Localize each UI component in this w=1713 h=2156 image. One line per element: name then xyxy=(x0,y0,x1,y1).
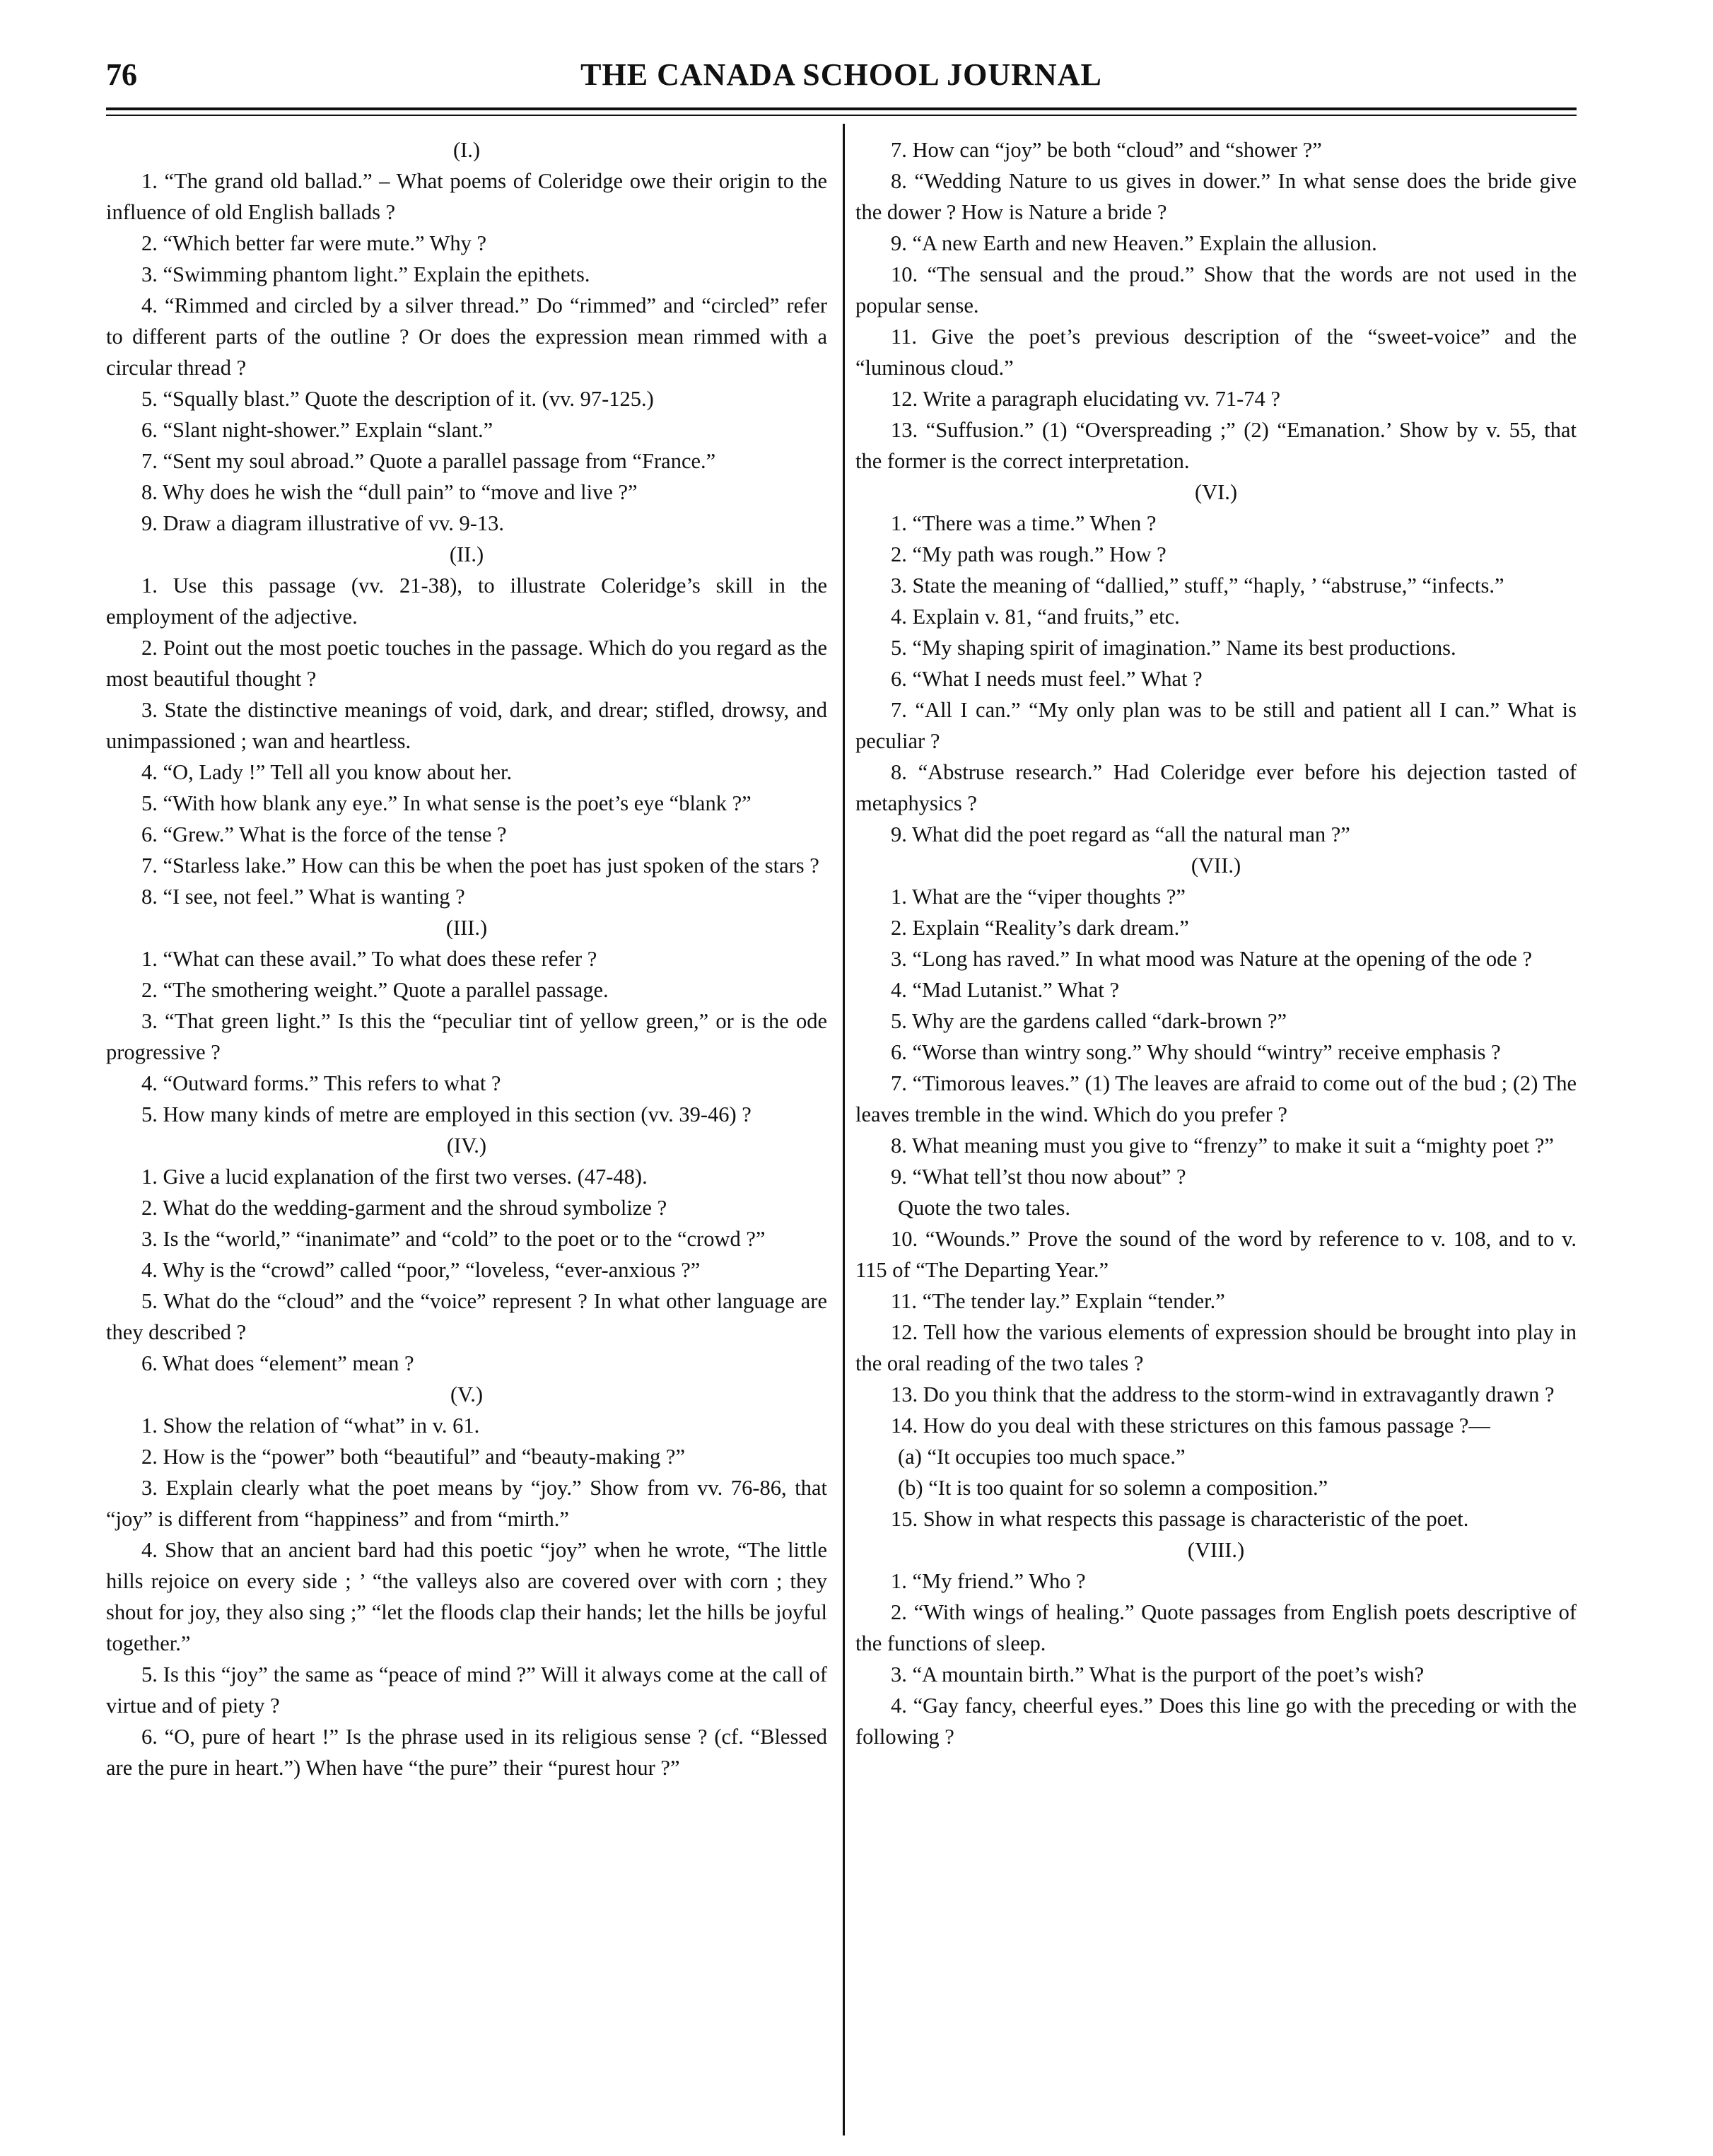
question: 9. “What tell’st thou now about” ? xyxy=(891,1165,1186,1189)
question: 5. How many kinds of metre are employed in this section (vv. 39-46) ? xyxy=(141,1102,752,1126)
question: 4. “Gay fancy, cheerful eyes.” Does this line go with the preceding or with the following ? xyxy=(855,1694,1577,1749)
question: 2. “My path was rough.” How ? xyxy=(891,542,1167,566)
section-heading: (V.) xyxy=(450,1382,484,1406)
question: 3. State the distinctive meanings of void, dark, and drear; stifled, drowsy, and unimpassioned ; wan and heartless. xyxy=(106,698,827,753)
question-subitem: (a) “It occupies too much space.” xyxy=(898,1445,1186,1469)
section-heading: (VII.) xyxy=(1191,853,1241,878)
question: 5. Is this “joy” the same as “peace of mind ?” Will it always come at the call of virtue and of piety ? xyxy=(106,1662,827,1718)
question: 3. State the meaning of “dallied,” stuff,” “haply, ’ “abstruse,” “infects.” xyxy=(891,573,1504,598)
question: 3. Explain clearly what the poet means by “joy.” Show from vv. 76-86, that “joy” is different from “happiness” and from “mirth.” xyxy=(106,1476,827,1531)
question: 6. “Slant night-shower.” Explain “slant.” xyxy=(141,418,493,442)
section-heading: (IV.) xyxy=(446,1134,487,1158)
page-number: 76 xyxy=(106,57,137,92)
question: 7. “All I can.” “My only plan was to be still and patient all I can.” What is peculiar ? xyxy=(855,698,1577,753)
question: 2. “Which better far were mute.” Why ? xyxy=(141,231,487,255)
question: 15. Show in what respects this passage is characteristic of the poet. xyxy=(891,1507,1469,1531)
page-header xyxy=(106,57,1577,99)
question: 2. What do the wedding-garment and the shroud symbolize ? xyxy=(141,1196,667,1220)
header-rule xyxy=(106,107,1577,110)
question: 8. What meaning must you give to “frenzy” to make it suit a “mighty poet ?” xyxy=(891,1134,1554,1158)
question: 1. “What can these avail.” To what does these refer ? xyxy=(141,947,597,971)
question: 3. “Long has raved.” In what mood was Nature at the opening of the ode ? xyxy=(891,947,1533,971)
question: 1. “There was a time.” When ? xyxy=(891,511,1157,535)
section-heading: (II.) xyxy=(449,542,484,566)
question: 12. Write a paragraph elucidating vv. 71-74 ? xyxy=(891,387,1280,411)
question-continuation: Quote the two tales. xyxy=(898,1196,1070,1220)
section-heading: (III.) xyxy=(445,916,488,940)
question: 14. How do you deal with these strictures on this famous passage ?— xyxy=(891,1414,1490,1438)
question: 7. “Sent my soul abroad.” Quote a parallel passage from “France.” xyxy=(141,449,716,473)
question: 5. “With how blank any eye.” In what sense is the poet’s eye “blank ?” xyxy=(141,791,752,815)
question: 4. Why is the “crowd” called “poor,” “loveless, “ever-anxious ?” xyxy=(141,1258,701,1282)
question: 5. Why are the gardens called “dark-brown ?” xyxy=(891,1009,1287,1033)
question: 11. “The tender lay.” Explain “tender.” xyxy=(891,1289,1225,1313)
header-rule-thin xyxy=(106,115,1577,116)
question: 8. “Abstruse research.” Had Coleridge ever before his dejection tasted of metaphysics ? xyxy=(855,760,1577,815)
question: 4. Show that an ancient bard had this poetic “joy” when he wrote, “The little hills rejoice on every side ; ’ “the valleys also are covered over with corn ; they shout for joy, they also sing ;” “let the floods clap their hands; let the hills be joyful together.” xyxy=(106,1538,827,1655)
question: 6. What does “element” mean ? xyxy=(141,1351,414,1375)
question: 13. Do you think that the address to the storm-wind in extravagantly drawn ? xyxy=(891,1382,1555,1406)
question: 5. What do the “cloud” and the “voice” represent ? In what other language are they described ? xyxy=(106,1289,827,1344)
question: 10. “The sensual and the proud.” Show that the words are not used in the popular sense. xyxy=(855,262,1577,317)
question: 4. “Outward forms.” This refers to what ? xyxy=(141,1071,501,1095)
question: 1. “My friend.” Who ? xyxy=(891,1569,1086,1593)
question: 6. “Worse than wintry song.” Why should “wintry” receive emphasis ? xyxy=(891,1040,1501,1064)
section-heading: (VI.) xyxy=(1194,480,1238,504)
question: 7. “Timorous leaves.” (1) The leaves are afraid to come out of the bud ; (2) The leaves tremble in the wind. Which do you prefer ? xyxy=(855,1071,1577,1126)
question: 3. “Swimming phantom light.” Explain the epithets. xyxy=(141,262,590,286)
question: 2. How is the “power” both “beautiful” and “beauty-making ?” xyxy=(141,1445,685,1469)
question: 8. Why does he wish the “dull pain” to “move and live ?” xyxy=(141,480,638,504)
section-heading: (VIII.) xyxy=(1187,1538,1245,1562)
column-divider xyxy=(843,124,845,2135)
question: 1. “The grand old ballad.” – What poems of Coleridge owe their origin to the influence of old English ballads ? xyxy=(106,169,827,224)
question: 7. How can “joy” be both “cloud” and “shower ?” xyxy=(891,138,1322,162)
question: 7. “Starless lake.” How can this be when the poet has just spoken of the stars ? xyxy=(141,853,819,878)
question: 13. “Suffusion.” (1) “Overspreading ;” (2) “Emanation.’ Show by v. 55, that the former is the correct interpretation. xyxy=(855,418,1577,473)
question: 9. What did the poet regard as “all the natural man ?” xyxy=(891,822,1350,846)
question: 3. “A mountain birth.” What is the purport of the poet’s wish? xyxy=(891,1662,1425,1686)
question: 6. “What I needs must feel.” What ? xyxy=(891,667,1203,691)
question: 4. “O, Lady !” Tell all you know about her. xyxy=(141,760,513,784)
question: 2. Point out the most poetic touches in the passage. Which do you regard as the most beautiful thought ? xyxy=(106,636,827,691)
question: 9. Draw a diagram illustrative of vv. 9-13. xyxy=(141,511,504,535)
question: 8. “Wedding Nature to us gives in dower.” In what sense does the bride give the dower ? How is Nature a bride ? xyxy=(855,169,1577,224)
question: 6. “O, pure of heart !” Is the phrase used in its religious sense ? (cf. “Blessed are the pure in heart.”) When have “the pure” their “purest hour ?” xyxy=(106,1725,827,1780)
right-column xyxy=(855,134,1577,1752)
question: 5. “My shaping spirit of imagination.” Name its best productions. xyxy=(891,636,1456,660)
question: 8. “I see, not feel.” What is wanting ? xyxy=(141,885,465,909)
question: 1. Show the relation of “what” in v. 61. xyxy=(141,1414,480,1438)
question: 11. Give the poet’s previous description of the “sweet-voice” and the “luminous cloud.” xyxy=(855,325,1577,380)
question: 10. “Wounds.” Prove the sound of the word by reference to v. 108, and to v. 115 of “The Departing Year.” xyxy=(855,1227,1577,1282)
question: 4. Explain v. 81, “and fruits,” etc. xyxy=(891,605,1180,629)
question-subitem: (b) “It is too quaint for so solemn a composition.” xyxy=(898,1476,1328,1500)
question: 4. “Mad Lutanist.” What ? xyxy=(891,978,1119,1002)
question: 6. “Grew.” What is the force of the tense ? xyxy=(141,822,507,846)
question: 3. “That green light.” Is this the “peculiar tint of yellow green,” or is the ode progressive ? xyxy=(106,1009,827,1064)
question: 9. “A new Earth and new Heaven.” Explain the allusion. xyxy=(891,231,1377,255)
question: 12. Tell how the various elements of expression should be brought into play in the oral reading of the two tales ? xyxy=(855,1320,1577,1375)
question: 2. “With wings of healing.” Quote passages from English poets descriptive of the functions of sleep. xyxy=(855,1600,1577,1655)
section-heading: (I.) xyxy=(452,138,481,162)
question: 2. Explain “Reality’s dark dream.” xyxy=(891,916,1189,940)
question: 1. Use this passage (vv. 21-38), to illustrate Coleridge’s skill in the employment of the adjective. xyxy=(106,573,827,629)
left-column xyxy=(106,134,827,1783)
journal-title: THE CANADA SCHOOL JOURNAL xyxy=(580,57,1102,92)
question: 1. Give a lucid explanation of the first two verses. (47-48). xyxy=(141,1165,648,1189)
question: 2. “The smothering weight.” Quote a parallel passage. xyxy=(141,978,609,1002)
question: 4. “Rimmed and circled by a silver thread.” Do “rimmed” and “circled” refer to different parts of the outline ? Or does the expression mean rimmed with a circular thread ? xyxy=(106,293,827,380)
question: 1. What are the “viper thoughts ?” xyxy=(891,885,1186,909)
question: 3. Is the “world,” “inanimate” and “cold” to the poet or to the “crowd ?” xyxy=(141,1227,766,1251)
question: 5. “Squally blast.” Quote the description of it. (vv. 97-125.) xyxy=(141,387,654,411)
